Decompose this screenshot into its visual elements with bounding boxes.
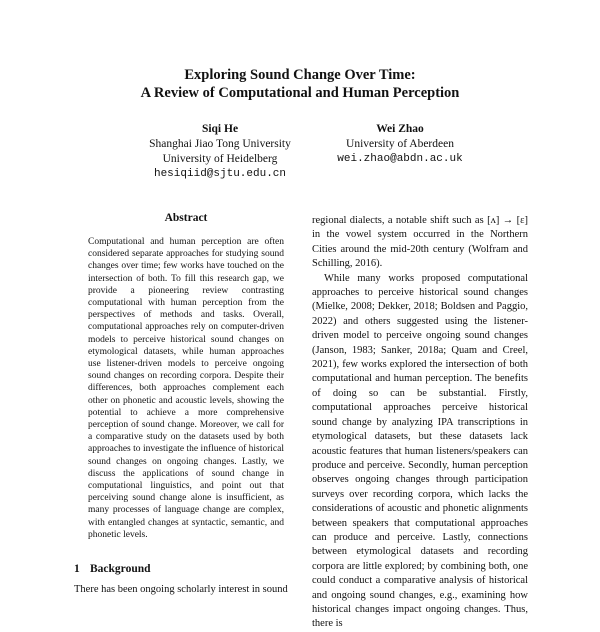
title-line-1: Exploring Sound Change Over Time: (184, 67, 416, 83)
abstract-text: Computational and human perception are often considered separate approaches for studying sound changes over time; few works have touched on the intersection of both. To fill this research gap, we provide a pioneering review contrasting computational with human perception from the perspectives of methods and tasks. Overall, computational approaches rely on computer-driven models to perceive historical sound changes on etymological datasets, while human approaches use listener-driven models to perceive ongoing sound changes on recording corpora. Despite their differences, both approaches complement each other on phonetic and acoustic levels, showing the potential to achieve a more comprehensive perception of sound change. Moreover, we call for a comparative study on the datasets used by both approaches to investigate the influence of historical sound changes on ongoing changes. Lastly, we discuss the applications of sound change in computational linguistics, and point out that perceiving sound change alone is insufficient, as many processes of language change are complex, with entangled changes at syntactic, semantic, and phonetic levels. (88, 237, 284, 540)
author-affiliation: University of Heidelberg (162, 153, 278, 165)
body-paragraph: regional dialects, a notable shift such as [ʌ] → [ɛ] in the vowel system occurred in the Northern Cities around the mid-20th century (Wolfram and Schilling, 2016). (312, 215, 528, 270)
author-block-1 (110, 122, 330, 182)
section-body: There has been ongoing scholarly interest in sound (74, 584, 288, 595)
section-number: 1 (74, 563, 80, 575)
right-column (312, 214, 528, 632)
author-affiliation: University of Aberdeen (346, 138, 454, 150)
section-title: Background (90, 563, 151, 575)
author-block-2 (310, 122, 490, 167)
paper-title (0, 66, 600, 102)
title-line-2: A Review of Computational and Human Perception (140, 85, 460, 101)
author-email: wei.zhao@abdn.ac.uk (337, 153, 463, 165)
author-name: Siqi He (201, 123, 239, 135)
section-heading (74, 563, 151, 575)
abstract-heading: Abstract (164, 212, 208, 224)
body-paragraph: While many works proposed computational approaches to perceive historical sound changes (Mielke, 2008; Dekker, 2018; Boldsen and Paggio, 2022) and others suggested using the listener-driven model to perceive ongoing sound changes (Janson, 1983; Sanker, 2018a; Quam and Creel, 2021), few works explored the intersection of both computational and human perception. The benefits of doing so can be substantial. Firstly, computational approaches perceive historical sound change by analyzing IPA transcriptions in etymological datasets, but these datasets lack acoustic features that human listeners/speakers can produce and perceive. Secondly, human perception observes ongoing changes through participation surveys over recording corpora, which lacks the considerations of acoustic and phonetic alignments between speakers that computational approaches can produce and perceive. Lastly, connections between etymological datasets and recording corpora are little explored; by combining both, one could conduct a comparative analysis of historical and ongoing sound changes, e.g., examining how historical changes impact ongoing changes. Thus, there is (312, 272, 528, 630)
author-affiliation: Shanghai Jiao Tong University (149, 138, 291, 150)
author-email: hesiqiid@sjtu.edu.cn (153, 168, 287, 180)
author-name: Wei Zhao (376, 123, 424, 135)
